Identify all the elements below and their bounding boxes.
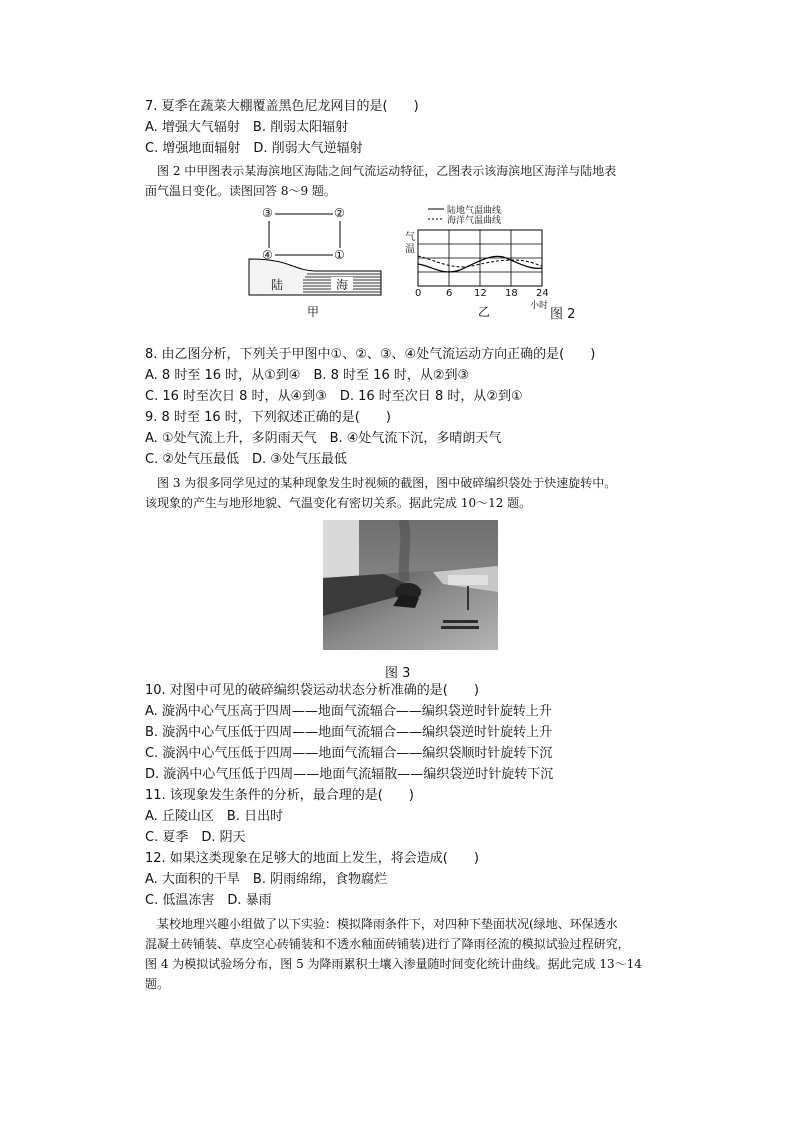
q8-options-cd: C. 16 时至次日 8 时，从④到③ D. 16 时至次日 8 时，从②到① <box>145 389 523 404</box>
intro-fig2-line1: 图 2 中甲图表示某海滨地区海陆之间气流运动特征，乙图表示该海滨地区海洋与陆地表 <box>157 164 617 178</box>
sea-label: 海 <box>336 278 349 292</box>
q7-stem: 7. 夏季在蔬菜大棚覆盖黑色尼龙网目的是( ) <box>145 99 419 114</box>
intro-fig4-line2: 混凝土砖铺装、草皮空心砖铺装和不透水釉面砖铺装)进行了降雨径流的模拟试验过程研究， <box>145 937 630 951</box>
caption-yi: 乙 <box>478 305 491 319</box>
caption-jia: 甲 <box>307 305 320 319</box>
q11-options-cd: C. 夏季 D. 阴天 <box>145 830 246 845</box>
legend-land: 陆地气温曲线 <box>447 206 502 216</box>
intro-fig4-line4: 题。 <box>145 977 170 991</box>
tick-6: 6 <box>446 288 453 299</box>
q12-options-ab: A. 大面积的干旱 B. 阴雨绵绵，食物腐烂 <box>145 872 388 887</box>
figure-3-label: 图 3 <box>385 666 411 681</box>
ylabel-bottom: 温 <box>405 244 415 255</box>
q7-options-ab: A. 增强大气辐射 B. 削弱太阳辐射 <box>145 120 349 135</box>
point-2-label: ② <box>334 206 345 220</box>
intro-fig4-line1: 某校地理兴趣小组做了以下实验：模拟降雨条件下，对四种下垫面状况(绿地、环保透水 <box>157 917 618 931</box>
point-4-label: ④ <box>262 248 273 262</box>
tick-0: 0 <box>415 288 422 299</box>
figure-3-photo <box>323 520 498 650</box>
legend-sea: 海洋气温曲线 <box>447 216 502 226</box>
q8-options-ab: A. 8 时至 16 时，从①到④ B. 8 时至 16 时，从②到③ <box>145 368 470 383</box>
intro-fig3-line1: 图 3 为很多同学见过的某种现象发生时视频的截图，图中破碎编织袋处于快速旋转中。 <box>157 476 617 490</box>
figure-2-label: 图 2 <box>550 307 576 322</box>
q9-options-cd: C. ②处气压最低 D. ③处气压最低 <box>145 452 347 467</box>
q10-option-c: C. 漩涡中心气压低于四周——地面气流辐合——编织袋顺时针旋转下沉 <box>145 746 553 761</box>
q9-options-ab: A. ①处气流上升，多阴雨天气 B. ④处气流下沉，多晴朗天气 <box>145 431 502 446</box>
q10-stem: 10. 对图中可见的破碎编织袋运动状态分析准确的是( ) <box>145 683 479 698</box>
intro-fig2-line2: 面气温日变化。读图回答 8～9 题。 <box>145 184 336 198</box>
dust-devil-photo <box>323 520 498 650</box>
q10-option-a: A. 漩涡中心气压高于四周——地面气流辐合——编织袋逆时针旋转上升 <box>145 704 552 719</box>
q11-stem: 11. 该现象发生条件的分析，最合理的是( ) <box>145 788 414 803</box>
land-label: 陆 <box>271 278 284 292</box>
x-unit: 小时 <box>530 301 549 311</box>
ylabel-top: 气 <box>405 232 415 243</box>
q7-options-cd: C. 增强地面辐射 D. 削弱大气逆辐射 <box>145 141 363 156</box>
figure-2-jia <box>245 203 395 318</box>
point-1-label: ① <box>334 248 345 262</box>
tick-12: 12 <box>474 288 487 299</box>
q12-stem: 12. 如果这类现象在足够大的地面上发生，将会造成( ) <box>145 851 479 866</box>
intro-fig3-line2: 该现象的产生与地形地貌、气温变化有密切关系。据此完成 10～12 题。 <box>145 496 532 510</box>
q10-option-b: B. 漩涡中心气压低于四周——地面气流辐合——编织袋逆时针旋转上升 <box>145 725 553 740</box>
q10-option-d: D. 漩涡中心气压低于四周——地面气流辐散——编织袋逆时针旋转下沉 <box>145 767 554 782</box>
point-3-label: ③ <box>262 206 273 220</box>
q9-stem: 9. 8 时至 16 时，下列叙述正确的是( ) <box>145 410 391 425</box>
q12-options-cd: C. 低温冻害 D. 暴雨 <box>145 893 272 908</box>
q11-options-ab: A. 丘陵山区 B. 日出时 <box>145 809 284 824</box>
intro-fig4-line3: 图 4 为模拟试验场分布，图 5 为降雨累积土壤入渗量随时间变化统计曲线。据此完成 13～14 <box>145 957 642 971</box>
tick-18: 18 <box>505 288 518 299</box>
tick-24: 24 <box>536 288 549 299</box>
q8-stem: 8. 由乙图分析，下列关于甲图中①、②、③、④处气流运动方向正确的是( ) <box>145 347 596 362</box>
figure-2-yi <box>402 200 582 322</box>
